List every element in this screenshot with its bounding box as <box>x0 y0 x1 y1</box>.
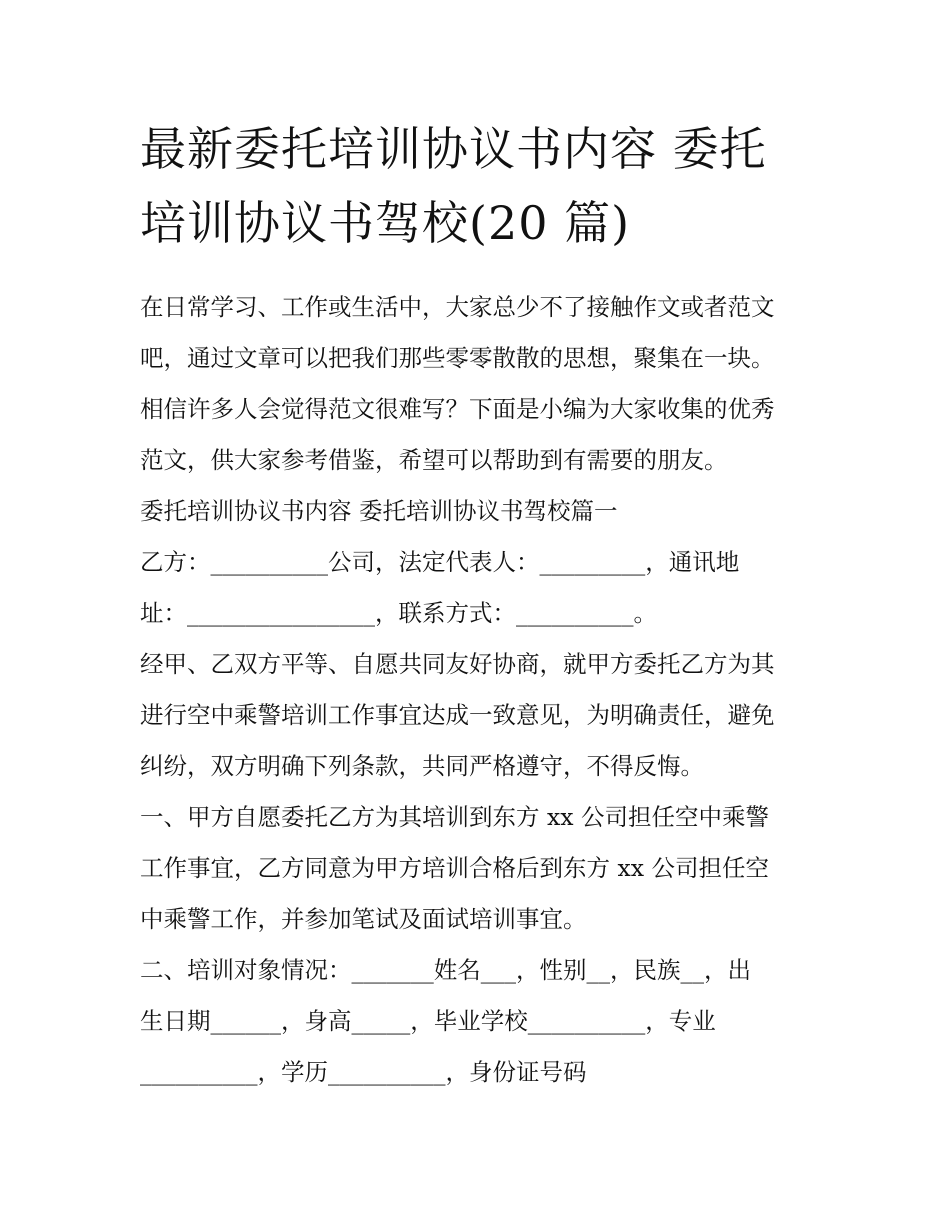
section-heading <box>140 486 830 537</box>
text-line: 生日期______，身高_____，毕业学校__________，专业 <box>140 1007 716 1035</box>
party-b-paragraph <box>140 537 830 639</box>
intro-paragraph <box>140 282 830 486</box>
text-line: 吧，通过文章可以把我们那些零零散散的思想，聚集在一块。 <box>140 344 775 372</box>
text-line: 相信许多人会觉得范文很难写？下面是小编为大家收集的优秀 <box>140 395 775 423</box>
title-line: 最新委托培训协议书内容 委托 <box>140 122 767 176</box>
text-line: 进行空中乘警培训工作事宜达成一致意见，为明确责任，避免 <box>140 701 775 729</box>
clause-one-paragraph <box>140 792 830 945</box>
text-line: 乙方：__________公司，法定代表人：_________，通讯地 <box>140 548 740 576</box>
text-line: 范文，供大家参考借鉴，希望可以帮助到有需要的朋友。 <box>140 446 728 474</box>
text-line: 委托培训协议书内容 委托培训协议书驾校篇一 <box>140 497 618 525</box>
text-line: 工作事宜，乙方同意为甲方培训合格后到东方 xx 公司担任空 <box>140 854 769 882</box>
text-line: 中乘警工作，并参加笔试及面试培训事宜。 <box>140 905 587 933</box>
agreement-paragraph <box>140 639 830 792</box>
text-line: 二、培训对象情况：_______姓名___，性别__，民族__，出 <box>140 956 751 984</box>
clause-two-paragraph <box>140 945 830 1098</box>
text-line: 在日常学习、工作或生活中，大家总少不了接触作文或者范文 <box>140 293 775 321</box>
text-line: 纠纷，双方明确下列条款，共同严格遵守，不得反悔。 <box>140 752 704 780</box>
text-line: 址：________________，联系方式：__________。 <box>140 599 657 627</box>
text-line: 经甲、乙双方平等、自愿共同友好协商，就甲方委托乙方为其 <box>140 650 775 678</box>
text-line: __________，学历__________，身份证号码 <box>140 1058 587 1086</box>
text-line: 一、甲方自愿委托乙方为其培训到东方 xx 公司担任空中乘警 <box>140 803 769 831</box>
title-line: 培训协议书驾校(20 篇) <box>140 196 631 250</box>
document-title <box>140 112 820 260</box>
